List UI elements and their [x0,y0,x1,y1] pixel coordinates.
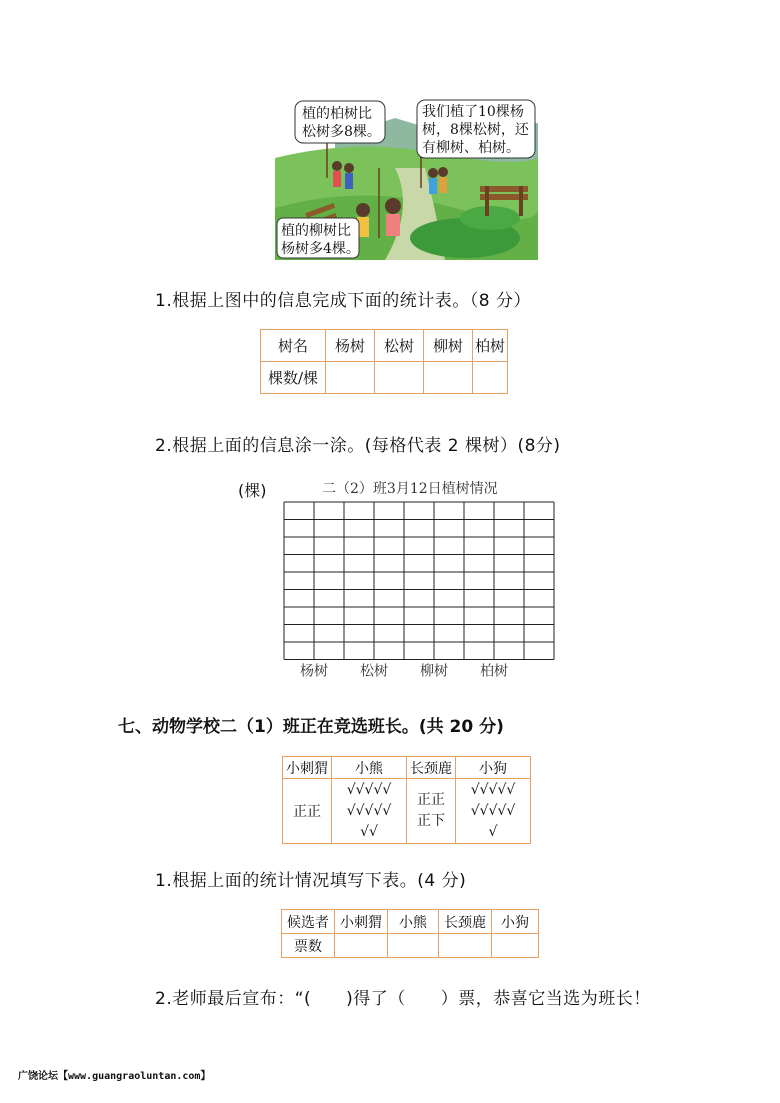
section-7-title: 七、动物学校二（1）班正在竞选班长。(共 20 分) [118,717,504,737]
header-willow: 柳树 [424,330,473,362]
bubble-right-line-2: 树，8棵松树，还 [422,122,529,138]
tally-dog-line-2: √√√√√ [470,802,516,819]
chart-grid-lines [284,502,554,660]
header-poplar: 杨树 [326,330,375,362]
tally-hedgehog-line-1: 正正 [293,804,321,820]
tally-giraffe [407,779,456,844]
header-dog: 小狗 [492,910,539,934]
tally-dog-line-1: √√√√√ [470,781,516,798]
vote-count-table [281,909,539,958]
header-hedgehog: 小刺猬 [335,910,388,934]
tally-bear-line-3: √√ [360,823,378,840]
header-candidate: 候选者 [282,910,335,934]
answer-cell-pine[interactable] [375,362,424,394]
tally-giraffe-line-2: 正下 [417,813,445,829]
answer-cell-cypress[interactable] [473,362,508,394]
votes-cell-bear[interactable] [388,934,439,958]
tree-planting-illustration [275,98,538,260]
header-cypress: 柏树 [473,330,508,362]
tree-count-table [260,329,508,394]
answer-cell-poplar[interactable] [326,362,375,394]
votes-cell-giraffe[interactable] [439,934,492,958]
chart-x-tick-labels [300,663,508,680]
candidate-hedgehog: 小刺猬 [283,757,332,779]
tally-dog [456,779,531,844]
question-4: 2.老师最后宣布：“( )得了（ ）票，恭喜它当选为班长！ [155,989,651,1009]
header-tree-name: 树名 [261,330,326,362]
vote-tally-table [282,756,531,844]
bubble-right-line-3: 有柳树、柏树。 [422,140,520,156]
row-label-votes: 票数 [282,934,335,958]
tally-bear-line-1: √√√√√ [346,781,392,798]
header-giraffe: 长颈鹿 [439,910,492,934]
tally-hedgehog [283,779,332,844]
bubble-left-bottom-line-1: 植的柳树比 [281,223,351,239]
header-bear: 小熊 [388,910,439,934]
bar-chart-grid[interactable] [280,498,560,684]
tally-dog-line-3: √ [488,823,498,840]
chart-title: 二（2）班3月12日植树情况 [322,481,498,497]
candidate-bear: 小熊 [332,757,407,779]
candidate-dog: 小狗 [456,757,531,779]
question-3: 1.根据上面的统计情况填写下表。(4 分) [155,871,467,891]
candidate-giraffe: 长颈鹿 [407,757,456,779]
chart-y-unit: (棵) [238,481,267,500]
votes-cell-hedgehog[interactable] [335,934,388,958]
question-2: 2.根据上面的信息涂一涂。(每格代表 2 棵树）(8分) [155,436,561,456]
bubble-left-top-line-2: 松树多8棵。 [302,124,381,140]
x-tick-label: 柳树 [420,663,448,680]
tally-bear [332,779,407,844]
footer-source: 广饶论坛【www.guangraoluntan.com】 [18,1071,211,1082]
x-tick-label: 松树 [360,663,388,680]
header-pine: 松树 [375,330,424,362]
question-1: 1.根据上图中的信息完成下面的统计表。（8 分） [155,291,531,311]
tally-giraffe-line-1: 正正 [417,792,445,808]
answer-cell-willow[interactable] [424,362,473,394]
bubble-right-line-1: 我们植了10棵杨 [422,104,524,120]
tally-bear-line-2: √√√√√ [346,802,392,819]
bubble-left-bottom-line-2: 杨树多4棵。 [281,241,360,257]
x-tick-label: 柏树 [480,663,508,680]
votes-cell-dog[interactable] [492,934,539,958]
row-label-count: 棵数/棵 [261,362,326,394]
x-tick-label: 杨树 [300,663,328,680]
bubble-left-top-line-1: 植的柏树比 [302,106,372,122]
